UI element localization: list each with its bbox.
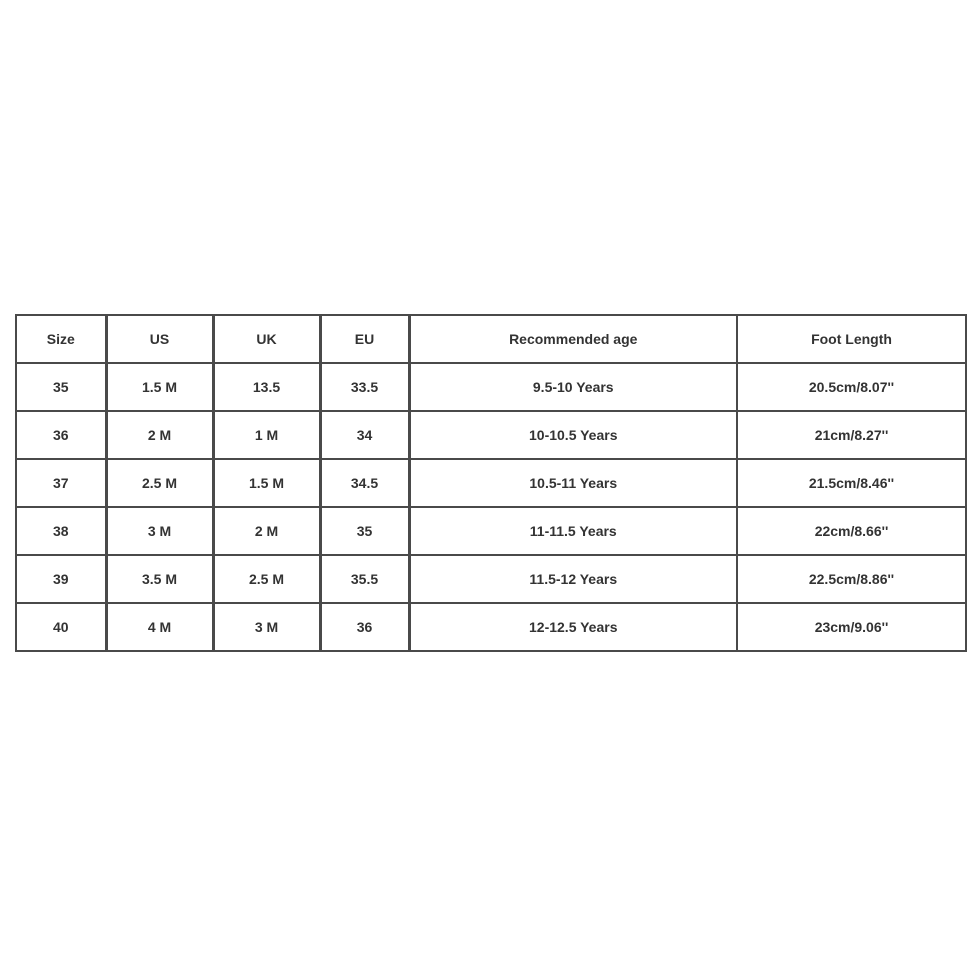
cell-uk: 2 M bbox=[213, 507, 320, 555]
cell-size: 39 bbox=[16, 555, 106, 603]
cell-foot-length: 21.5cm/8.46'' bbox=[737, 459, 966, 507]
cell-uk: 13.5 bbox=[213, 363, 320, 411]
cell-eu: 36 bbox=[320, 603, 409, 651]
table-row bbox=[16, 507, 966, 555]
cell-size: 38 bbox=[16, 507, 106, 555]
cell-recommended-age: 11.5-12 Years bbox=[409, 555, 737, 603]
header-eu: EU bbox=[320, 315, 409, 363]
cell-eu: 35 bbox=[320, 507, 409, 555]
cell-size: 36 bbox=[16, 411, 106, 459]
cell-eu: 34.5 bbox=[320, 459, 409, 507]
cell-uk: 1.5 M bbox=[213, 459, 320, 507]
table-row bbox=[16, 555, 966, 603]
cell-recommended-age: 12-12.5 Years bbox=[409, 603, 737, 651]
header-uk: UK bbox=[213, 315, 320, 363]
cell-eu: 35.5 bbox=[320, 555, 409, 603]
cell-uk: 1 M bbox=[213, 411, 320, 459]
table-row bbox=[16, 603, 966, 651]
header-foot-length: Foot Length bbox=[737, 315, 966, 363]
cell-us: 1.5 M bbox=[106, 363, 213, 411]
table-row bbox=[16, 411, 966, 459]
cell-recommended-age: 10-10.5 Years bbox=[409, 411, 737, 459]
cell-eu: 33.5 bbox=[320, 363, 409, 411]
table-row bbox=[16, 459, 966, 507]
cell-us: 3 M bbox=[106, 507, 213, 555]
cell-recommended-age: 9.5-10 Years bbox=[409, 363, 737, 411]
cell-us: 2.5 M bbox=[106, 459, 213, 507]
cell-us: 2 M bbox=[106, 411, 213, 459]
cell-us: 4 M bbox=[106, 603, 213, 651]
header-us: US bbox=[106, 315, 213, 363]
cell-uk: 2.5 M bbox=[213, 555, 320, 603]
cell-foot-length: 22.5cm/8.86'' bbox=[737, 555, 966, 603]
cell-foot-length: 23cm/9.06'' bbox=[737, 603, 966, 651]
cell-size: 40 bbox=[16, 603, 106, 651]
cell-recommended-age: 10.5-11 Years bbox=[409, 459, 737, 507]
cell-foot-length: 20.5cm/8.07'' bbox=[737, 363, 966, 411]
header-row bbox=[16, 315, 966, 363]
size-chart-table bbox=[15, 314, 967, 652]
cell-uk: 3 M bbox=[213, 603, 320, 651]
cell-eu: 34 bbox=[320, 411, 409, 459]
cell-size: 37 bbox=[16, 459, 106, 507]
cell-foot-length: 22cm/8.66'' bbox=[737, 507, 966, 555]
header-size: Size bbox=[16, 315, 106, 363]
header-recommended-age: Recommended age bbox=[409, 315, 737, 363]
table-row bbox=[16, 363, 966, 411]
cell-size: 35 bbox=[16, 363, 106, 411]
cell-foot-length: 21cm/8.27'' bbox=[737, 411, 966, 459]
cell-recommended-age: 11-11.5 Years bbox=[409, 507, 737, 555]
cell-us: 3.5 M bbox=[106, 555, 213, 603]
